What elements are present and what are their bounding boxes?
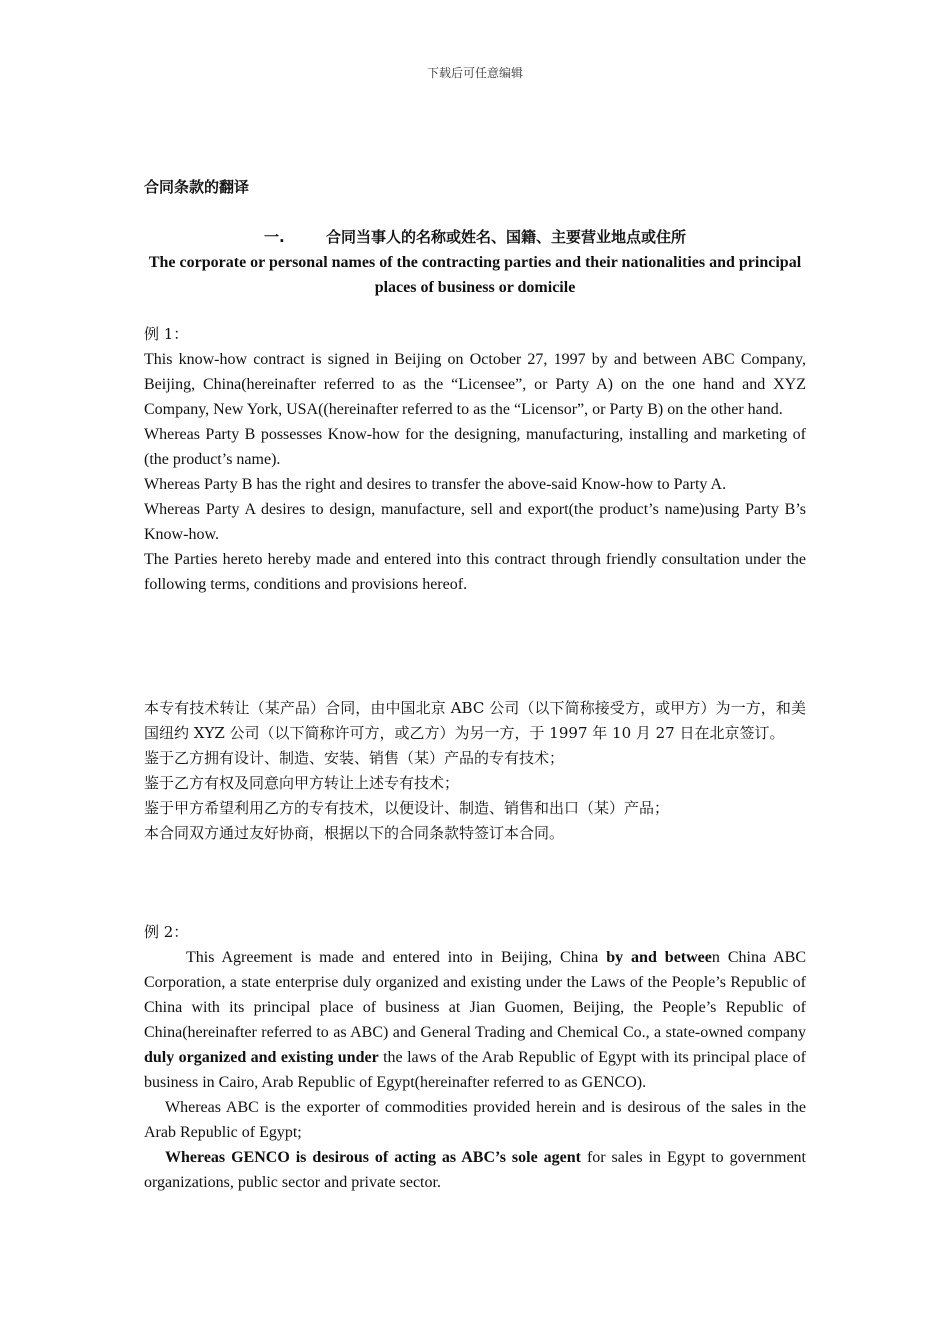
- section-title-zh: 合同当事人的名称或姓名、国籍、主要营业地点或住所: [325, 228, 686, 246]
- example-2-p3-text: for sales in Egypt to government organizations, public sector and private sector.: [144, 1149, 806, 1191]
- example-1-zh-paragraph: 本合同双方通过友好协商，根据以下的合同条款特签订本合同。: [144, 824, 565, 842]
- example-1-en-paragraph: Whereas Party B possesses Know-how for the designing, manufacturing, installing and marketing of (the product’s name).: [144, 426, 806, 468]
- example-1-en-paragraph: The Parties hereto hereby made and entered into this contract through friendly consultation under the following terms, conditions and provisions hereof.: [144, 551, 806, 593]
- section-heading-zh: [144, 226, 806, 247]
- section-number: 一.: [263, 228, 285, 246]
- document-title: 合同条款的翻译: [144, 178, 250, 196]
- example-2-p1-bold: by and betwee: [606, 949, 712, 966]
- example-1-zh-paragraph: 本专有技术转让（某产品）合同，由中国北京 ABC 公司（以下简称接受方，或甲方）为一方，和美国纽约 XYZ 公司（以下简称许可方，或乙方）为另一方，于 1997 年 10 月 27 日在北京签订。: [144, 699, 806, 742]
- example-1-zh-paragraph: 鉴于乙方拥有设计、制造、安装、销售（某）产品的专有技术；: [144, 749, 565, 767]
- page-header-note: 下载后可任意编辑: [426, 66, 523, 80]
- example-2-p1-text: This Agreement is made and entered into in Beijing, China: [186, 949, 607, 966]
- example-2-p1-text: the laws of the Arab Republic of Egypt with its principal place of business in Cairo, Arab Republic of Egypt(hereinafter referred to as GENCO).: [144, 1049, 806, 1091]
- example-2-p1-text: n China ABC Corporation, a state enterprise duly organized and existing under the Laws of the People’s Republic of China with its principal place of business at Jian Guomen, Beijing, the People’s Republic of China(hereinafter referred to as ABC) and General Trading and Chemical Co., a state-owned company: [144, 949, 807, 1041]
- example-2-p1-bold: duly organized and existing under: [144, 1049, 379, 1066]
- example-1-zh-paragraph: 鉴于乙方有权及同意向甲方转让上述专有技术；: [144, 774, 460, 792]
- example-2-paragraph-2: Whereas ABC is the exporter of commodities provided herein and is desirous of the sales in the Arab Republic of Egypt;: [144, 1099, 806, 1141]
- example-2: [144, 920, 806, 1195]
- example-2-p3-bold: Whereas GENCO is desirous of acting as ABC’s sole agent: [165, 1149, 581, 1166]
- example-2-label: 例 2：: [144, 923, 189, 941]
- example-1-en-paragraph: This know-how contract is signed in Beijing on October 27, 1997 by and between ABC Company, Beijing, China(hereinafter referred to as the “Licensee”, or Party A) on the one hand and XYZ Company, New York, USA((hereinafter referred to as the “Licensor”, or Party B) on the other hand.: [144, 351, 806, 418]
- example-1-english: [144, 322, 806, 597]
- example-1-en-paragraph: Whereas Party B has the right and desires to transfer the above-said Know-how to Party A.: [144, 476, 727, 493]
- example-1-chinese: [144, 696, 806, 846]
- example-1-en-paragraph: Whereas Party A desires to design, manufacture, sell and export(the product’s name)using Party B’s Know-how.: [144, 501, 806, 543]
- example-1-label: 例 1：: [144, 325, 189, 343]
- section-heading-en: The corporate or personal names of the contracting parties and their nationalities and principal places of business or domicile: [148, 254, 802, 296]
- example-2-paragraph-3: [144, 1145, 806, 1195]
- example-1-zh-paragraph: 鉴于甲方希望利用乙方的专有技术，以便设计、制造、销售和出口（某）产品；: [144, 799, 670, 817]
- example-2-paragraph-1: [144, 945, 806, 1095]
